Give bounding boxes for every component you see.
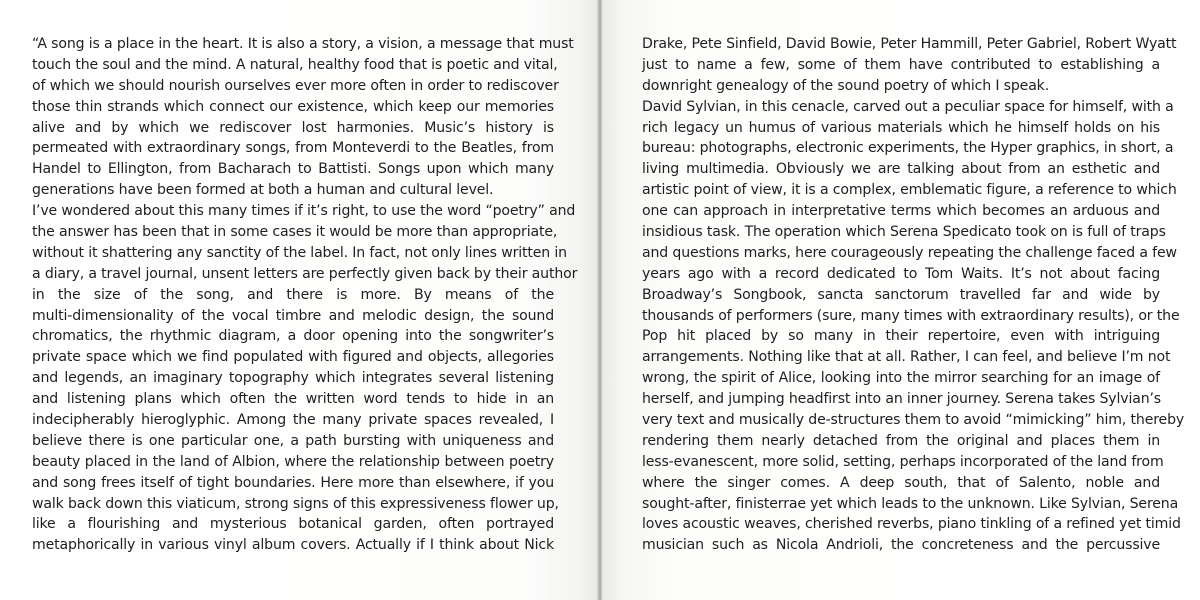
text-line: rich legacy un humus of various materials which he himself holds on his bbox=[642, 119, 1160, 136]
text-line: and questions marks, here courageously repeating the challenge faced a few bbox=[642, 244, 1177, 261]
text-line: private space which we find populated with figured and objects, allegories bbox=[32, 349, 554, 366]
text-line: those thin strands which connect our existence, which keep our memories bbox=[32, 98, 554, 115]
text-line: rendering them nearly detached from the original and places them in bbox=[642, 432, 1160, 449]
text-line: thousands of performers (sure, many times with extraordinary results), or the bbox=[642, 307, 1180, 324]
text-line: walk back down this viaticum, strong signs of this expressiveness flower up, bbox=[32, 495, 559, 512]
text-line: indecipherably hieroglyphic. Among the many private spaces revealed, I bbox=[32, 412, 554, 429]
text-line: Broadway’s Songbook, sancta sanctorum travelled far and wide by bbox=[642, 286, 1160, 303]
text-line: wrong, the spirit of Alice, looking into the mirror searching for an image of bbox=[642, 370, 1160, 387]
text-line: years ago with a record dedicated to Tom Waits. It’s not about facing bbox=[642, 265, 1160, 282]
text-line: herself, and jumping headfirst into an inner journey. Serena takes Sylvian’s bbox=[642, 391, 1162, 408]
text-line: insidious task. The operation which Serena Spedicato took on is full of traps bbox=[642, 224, 1166, 241]
text-line: Pop hit placed by so many in their repertoire, even with intriguing bbox=[642, 328, 1160, 345]
text-line: “A song is a place in the heart. It is also a story, a vision, a message that must bbox=[32, 36, 574, 52]
text-line: alive and by which we rediscover lost harmonies. Music’s history is bbox=[32, 119, 554, 136]
text-line: arrangements. Nothing like that at all. Rather, I can feel, and believe I’m not bbox=[642, 349, 1171, 366]
right-page bbox=[602, 0, 1200, 600]
text-line: musician such as Nicola Andrioli, the concreteness and the percussive bbox=[642, 537, 1160, 554]
text-line: and legends, an imaginary topography which integrates several listening bbox=[32, 370, 554, 387]
text-line: beauty placed in the land of Albion, where the relationship between poetry bbox=[32, 453, 554, 470]
text-line: less-evanescent, more solid, setting, perhaps incorporated of the land from bbox=[642, 453, 1164, 470]
text-line: metaphorically in various vinyl album covers. Actually if I think about Nick bbox=[32, 537, 554, 554]
text-line: loves acoustic weaves, cherished reverbs, piano tinkling of a refined yet timid bbox=[642, 516, 1181, 533]
text-line: sought-after, finisterrae yet which leads to the unknown. Like Sylvian, Serena bbox=[642, 495, 1179, 512]
text-line: very text and musically de-structures them to avoid “mimicking” him, thereby bbox=[642, 412, 1185, 429]
text-line: where the singer comes. A deep south, that of Salento, noble and bbox=[642, 474, 1160, 491]
text-line: permeated with extraordinary songs, from Monteverdi to the Beatles, from bbox=[32, 140, 554, 157]
text-line: David Sylvian, in this cenacle, carved out a peculiar space for himself, with a bbox=[642, 98, 1174, 115]
text-line: artistic point of view, it is a complex, emblematic figure, a reference to which bbox=[642, 182, 1177, 199]
text-line: one can approach in interpretative terms which becomes an arduous and bbox=[642, 203, 1160, 220]
text-line: without it shattering any sanctity of the label. In fact, not only lines written in bbox=[32, 244, 567, 261]
text-line: like a flourishing and mysterious botanical garden, often portrayed bbox=[32, 516, 554, 533]
text-line: Handel to Ellington, from Bacharach to Battisti. Songs upon which many bbox=[32, 161, 554, 178]
text-line: of which we should nourish ourselves ever more often in order to rediscover bbox=[32, 77, 559, 94]
left-page-text bbox=[32, 34, 578, 556]
text-line: multi-dimensionality of the vocal timbre and melodic design, the sound bbox=[32, 307, 554, 324]
text-line: a diary, a travel journal, unsent letters are perfectly given back by their author bbox=[32, 265, 578, 282]
text-line: and listening plans which often the written word tends to hide in an bbox=[32, 391, 554, 408]
text-line: believe there is one particular one, a path bursting with uniqueness and bbox=[32, 432, 554, 449]
text-line: generations have been formed at both a human and cultural level. bbox=[32, 182, 494, 199]
text-line: bureau: photographs, electronic experiments, the Hyper graphics, in short, a bbox=[642, 140, 1174, 157]
text-line: chromatics, the rhythmic diagram, a door opening into the songwriter’s bbox=[32, 328, 554, 345]
text-line: and song frees itself of tight boundaries. Here more than elsewhere, if you bbox=[32, 474, 554, 491]
text-line: just to name a few, some of them have contributed to establishing a bbox=[642, 56, 1160, 73]
text-line: I’ve wondered about this many times if it’s right, to use the word “poetry” and bbox=[32, 203, 576, 220]
text-line: Drake, Pete Sinfield, David Bowie, Peter Hammill, Peter Gabriel, Robert Wyatt bbox=[642, 36, 1177, 52]
text-line: downright genealogy of the sound poetry of which I speak. bbox=[642, 77, 1050, 94]
text-line: living multimedia. Obviously we are talking about from an esthetic and bbox=[642, 161, 1160, 178]
left-page bbox=[0, 0, 598, 600]
right-page-text bbox=[642, 34, 1185, 556]
text-line: in the size of the song, and there is more. By means of the bbox=[32, 286, 554, 303]
text-line: touch the soul and the mind. A natural, healthy food that is poetic and vital, bbox=[32, 56, 558, 73]
text-line: the answer has been that in some cases it would be more than appropriate, bbox=[32, 224, 558, 241]
